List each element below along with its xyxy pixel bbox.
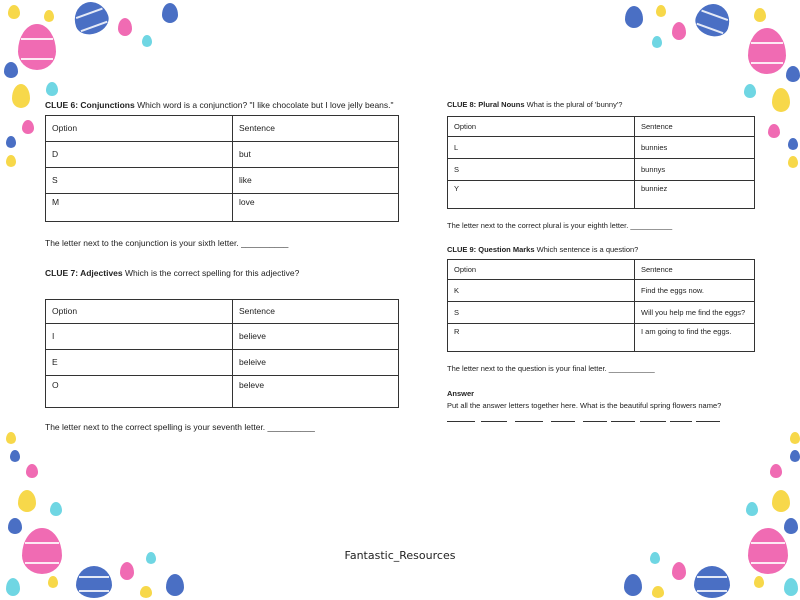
header-sentence: Sentence bbox=[233, 300, 399, 324]
option-sentence: I am going to find the eggs. bbox=[635, 324, 755, 352]
easter-egg-icon bbox=[694, 566, 730, 598]
easter-egg-icon bbox=[768, 124, 780, 138]
easter-egg-icon bbox=[790, 450, 800, 462]
clue-7-heading bbox=[45, 268, 399, 279]
clue-9-answer-line: The letter next to the question is your final letter. ___________ bbox=[447, 364, 655, 374]
left-column bbox=[45, 100, 399, 434]
answer-title-text: Answer bbox=[447, 388, 475, 398]
answer-title bbox=[447, 389, 755, 399]
table-row bbox=[448, 137, 755, 159]
table-header-row bbox=[448, 117, 755, 137]
table-row bbox=[46, 194, 399, 222]
clue-6-table bbox=[45, 115, 399, 222]
easter-egg-icon bbox=[788, 138, 798, 150]
easter-egg-icon bbox=[6, 155, 16, 167]
table-row bbox=[46, 376, 399, 408]
table-header-row bbox=[448, 260, 755, 280]
option-letter: I bbox=[46, 324, 233, 350]
option-letter: O bbox=[46, 376, 233, 408]
clue-9-heading bbox=[447, 245, 755, 255]
table-row bbox=[46, 168, 399, 194]
option-letter: S bbox=[448, 159, 635, 181]
clue-7-question: Which is the correct spelling for this adjective? bbox=[122, 267, 300, 278]
easter-egg-icon bbox=[625, 6, 643, 28]
clue-8-title: CLUE 8: Plural Nouns bbox=[447, 100, 525, 109]
answer-blank[interactable] bbox=[696, 413, 720, 422]
table-row bbox=[448, 324, 755, 352]
option-letter: R bbox=[448, 324, 635, 352]
easter-egg-icon bbox=[48, 576, 58, 588]
clue-8-question: What is the plural of 'bunny'? bbox=[524, 100, 623, 109]
easter-egg-icon bbox=[744, 84, 756, 98]
easter-egg-icon bbox=[26, 464, 38, 478]
easter-egg-icon bbox=[652, 36, 662, 48]
easter-egg-icon bbox=[12, 84, 30, 108]
answer-blanks[interactable] bbox=[447, 413, 755, 425]
easter-egg-icon bbox=[692, 0, 735, 41]
clue-9-question: Which sentence is a question? bbox=[534, 245, 639, 255]
header-sentence: Sentence bbox=[635, 260, 755, 280]
easter-egg-icon bbox=[50, 502, 62, 516]
option-letter: E bbox=[46, 350, 233, 376]
easter-egg-icon bbox=[788, 156, 798, 168]
clue-8-table bbox=[447, 116, 755, 209]
table-header-row bbox=[46, 116, 399, 142]
easter-egg-icon bbox=[656, 5, 666, 17]
footer-brand: Fantastic_Resources bbox=[344, 549, 456, 562]
table-row bbox=[46, 350, 399, 376]
table-row bbox=[448, 302, 755, 324]
option-letter: K bbox=[448, 280, 635, 302]
header-option: Option bbox=[448, 117, 635, 137]
easter-egg-icon bbox=[118, 18, 132, 36]
answer-instructions: Put all the answer letters together here. What is the beautiful spring flowers name? bbox=[447, 400, 722, 410]
easter-egg-icon bbox=[140, 586, 152, 598]
option-sentence: beleive bbox=[233, 350, 399, 376]
clue-6-question: Which word is a conjunction? "I like chocolate but I love jelly beans." bbox=[134, 100, 394, 110]
easter-egg-icon bbox=[70, 0, 113, 39]
option-sentence: bunnys bbox=[635, 159, 755, 181]
easter-egg-icon bbox=[6, 136, 16, 148]
option-letter: M bbox=[46, 194, 233, 222]
answer-blank[interactable] bbox=[515, 413, 543, 422]
header-option: Option bbox=[46, 116, 233, 142]
clue-8-answer-line: The letter next to the correct plural is your eighth letter. __________ bbox=[447, 221, 673, 231]
easter-egg-icon bbox=[672, 22, 686, 40]
clue-7-answer-line: The letter next to the correct spelling is your seventh letter. __________ bbox=[45, 422, 315, 433]
option-letter: D bbox=[46, 142, 233, 168]
easter-egg-icon bbox=[748, 28, 786, 74]
answer-blank[interactable] bbox=[640, 413, 666, 422]
right-column bbox=[447, 100, 755, 425]
easter-egg-icon bbox=[772, 88, 790, 112]
option-sentence: Will you help me find the eggs? bbox=[635, 302, 755, 324]
header-sentence: Sentence bbox=[233, 116, 399, 142]
table-row bbox=[448, 159, 755, 181]
option-sentence: bunnies bbox=[635, 137, 755, 159]
easter-egg-icon bbox=[784, 578, 798, 596]
easter-egg-icon bbox=[120, 562, 134, 580]
easter-egg-icon bbox=[44, 10, 54, 22]
easter-egg-icon bbox=[6, 578, 20, 596]
table-row bbox=[46, 324, 399, 350]
easter-egg-icon bbox=[754, 8, 766, 22]
easter-egg-icon bbox=[6, 432, 16, 444]
answer-blank[interactable] bbox=[670, 413, 692, 422]
option-sentence: believe bbox=[233, 324, 399, 350]
clue-6-heading bbox=[45, 100, 399, 111]
easter-egg-icon bbox=[166, 574, 184, 596]
option-letter: Y bbox=[448, 181, 635, 209]
answer-blank[interactable] bbox=[447, 413, 475, 422]
answer-blank[interactable] bbox=[481, 413, 507, 422]
option-sentence: bunniez bbox=[635, 181, 755, 209]
answer-blank[interactable] bbox=[551, 413, 575, 422]
easter-egg-icon bbox=[4, 62, 18, 78]
option-letter: L bbox=[448, 137, 635, 159]
easter-egg-icon bbox=[790, 432, 800, 444]
header-sentence: Sentence bbox=[635, 117, 755, 137]
clue-9-title: CLUE 9: Question Marks bbox=[447, 245, 535, 255]
easter-egg-icon bbox=[624, 574, 642, 596]
easter-egg-icon bbox=[770, 464, 782, 478]
easter-egg-icon bbox=[784, 518, 798, 534]
clue-7-title: CLUE 7: Adjectives bbox=[45, 267, 123, 278]
option-letter: S bbox=[46, 168, 233, 194]
easter-egg-icon bbox=[18, 24, 56, 70]
answer-blank[interactable] bbox=[611, 413, 635, 422]
table-row bbox=[448, 181, 755, 209]
easter-egg-icon bbox=[10, 450, 20, 462]
easter-egg-icon bbox=[22, 120, 34, 134]
easter-egg-icon bbox=[672, 562, 686, 580]
option-sentence: love bbox=[233, 194, 399, 222]
table-header-row bbox=[46, 300, 399, 324]
clue-7-table bbox=[45, 299, 399, 408]
option-letter: S bbox=[448, 302, 635, 324]
easter-egg-icon bbox=[142, 35, 152, 47]
option-sentence: like bbox=[233, 168, 399, 194]
clue-8-heading bbox=[447, 100, 755, 110]
easter-egg-icon bbox=[746, 502, 758, 516]
option-sentence: Find the eggs now. bbox=[635, 280, 755, 302]
easter-egg-icon bbox=[162, 3, 178, 23]
easter-egg-icon bbox=[754, 576, 764, 588]
clue-9-table bbox=[447, 259, 755, 352]
easter-egg-icon bbox=[46, 82, 58, 96]
header-option: Option bbox=[46, 300, 233, 324]
easter-egg-icon bbox=[786, 66, 800, 82]
header-option: Option bbox=[448, 260, 635, 280]
easter-egg-icon bbox=[772, 490, 790, 512]
easter-egg-icon bbox=[76, 566, 112, 598]
easter-egg-icon bbox=[8, 518, 22, 534]
option-sentence: but bbox=[233, 142, 399, 168]
clue-6-title: CLUE 6: Conjunctions bbox=[45, 100, 135, 110]
answer-blank[interactable] bbox=[583, 413, 607, 422]
option-sentence: beleve bbox=[233, 376, 399, 408]
table-row bbox=[448, 280, 755, 302]
easter-egg-icon bbox=[652, 586, 664, 598]
easter-egg-icon bbox=[18, 490, 36, 512]
table-row bbox=[46, 142, 399, 168]
clue-6-answer-line: The letter next to the conjunction is your sixth letter. __________ bbox=[45, 238, 289, 249]
easter-egg-icon bbox=[8, 5, 20, 19]
